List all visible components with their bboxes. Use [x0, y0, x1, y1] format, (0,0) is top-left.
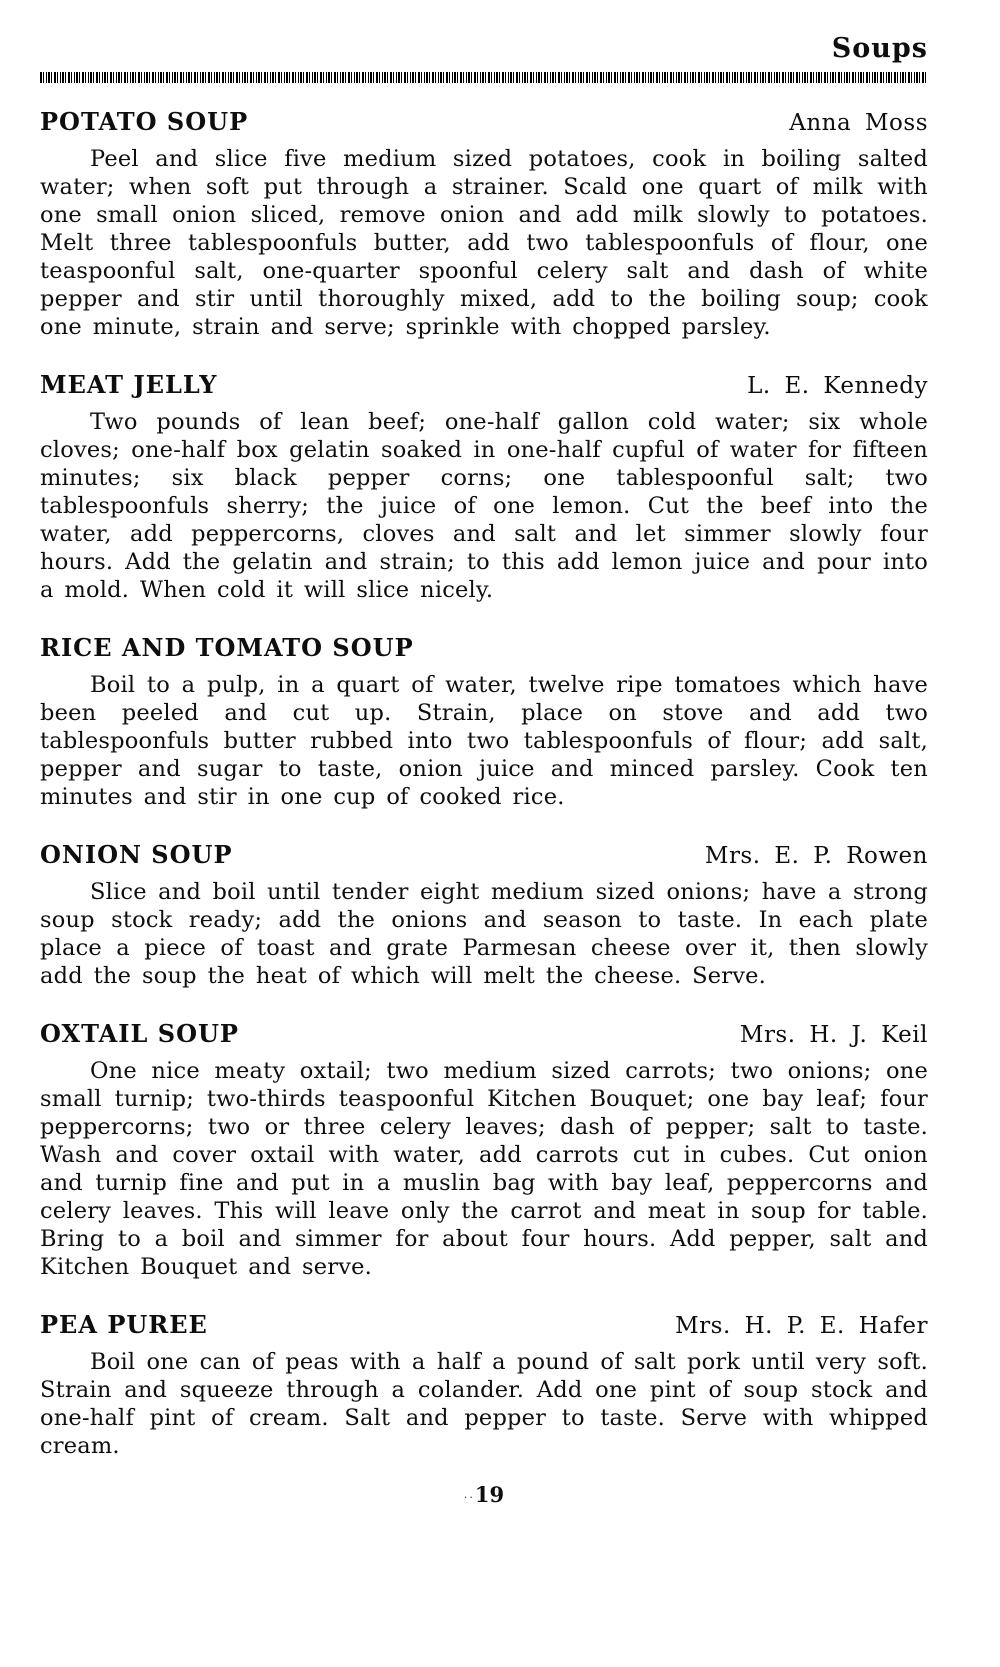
- recipe-title: ONION SOUP: [40, 839, 233, 869]
- recipe-heading-row: [40, 1310, 928, 1339]
- recipe-attribution: Anna Moss: [789, 109, 928, 136]
- recipe-title: POTATO SOUP: [40, 106, 249, 136]
- recipe-title: OXTAIL SOUP: [40, 1018, 239, 1048]
- recipe-body: One nice meaty oxtail; two medium sized carrots; two onions; one small turnip; two-thirds teaspoonful Kitchen Bouquet; one bay leaf; four peppercorns; two or three celery leaves; dash of pepper; salt to taste. Wash and cover oxtail with water, add carrots cut in cubes. Cut onion and turnip fine and put in a muslin bag with bay leaf, peppercorns and celery leaves. This will leave only the carrot and meat in soup for table. Bring to a boil and simmer for about four hours. Add pepper, salt and Kitchen Bouquet and serve.: [40, 1057, 928, 1280]
- scan-artifact-dots: ..: [463, 1487, 475, 1501]
- recipe-section-oxtail-soup: [40, 1019, 928, 1281]
- recipe-section-pea-puree: [40, 1310, 928, 1460]
- recipe-heading-row: [40, 107, 928, 136]
- decorative-rule: [40, 72, 928, 83]
- recipe-body: Two pounds of lean beef; one-half gallon cold water; six whole cloves; one-half box gelatin soaked in one-half cupful of water for fifteen minutes; six black pepper corns; one tablespoonful salt; two tablespoonfuls sherry; the juice of one lemon. Cut the beef into the water, add peppercorns, cloves and salt and let simmer slowly four hours. Add the gelatin and strain; to this add lemon juice and pour into a mold. When cold it will slice nicely.: [40, 408, 928, 603]
- recipe-section-potato-soup: [40, 107, 928, 341]
- running-head: Soups: [831, 33, 928, 64]
- recipe-title: MEAT JELLY: [40, 369, 218, 399]
- recipe-attribution: Mrs. E. P. Rowen: [704, 842, 928, 869]
- recipe-body: Slice and boil until tender eight medium sized onions; have a strong soup stock ready; add the onions and season to taste. In each plate place a piece of toast and grate Parmesan cheese over it, then slowly add the soup the heat of which will melt the cheese. Serve.: [40, 878, 928, 989]
- recipe-body: Peel and slice five medium sized potatoes, cook in boiling salted water; when soft put through a strainer. Scald one quart of milk with one small onion sliced, remove onion and add milk slowly to potatoes. Melt three tablespoonfuls butter, add two tablespoonfuls of flour, one teaspoonful salt, one-quarter spoonful celery salt and dash of white pepper and stir until thoroughly mixed, add to the boiling soup; cook one minute, strain and serve; sprinkle with chopped parsley.: [40, 145, 928, 340]
- page-number: 19: [474, 1481, 505, 1507]
- page-footer: [40, 1482, 928, 1507]
- recipe-heading-row: [40, 633, 928, 662]
- recipe-section-rice-and-tomato-soup: [40, 633, 928, 811]
- recipe-section-meat-jelly: [40, 370, 928, 604]
- recipe-attribution: Mrs. H. P. E. Hafer: [675, 1312, 928, 1339]
- recipe-body: Boil to a pulp, in a quart of water, twelve ripe tomatoes which have been peeled and cut up. Strain, place on stove and add two tablespoonfuls butter rubbed into two tablespoonfuls of flour; add salt, pepper and sugar to taste, onion juice and minced parsley. Cook ten minutes and stir in one cup of cooked rice.: [40, 671, 928, 810]
- recipe-heading-row: [40, 370, 928, 399]
- recipe-body: Boil one can of peas with a half a pound of salt pork until very soft. Strain and squeeze through a colander. Add one pint of soup stock and one-half pint of cream. Salt and pepper to taste. Serve with whipped cream.: [40, 1348, 928, 1459]
- recipe-heading-row: [40, 840, 928, 869]
- recipe-section-onion-soup: [40, 840, 928, 990]
- recipe-heading-row: [40, 1019, 928, 1048]
- recipe-title: PEA PUREE: [40, 1309, 208, 1339]
- recipe-title: RICE AND TOMATO SOUP: [40, 632, 414, 662]
- recipe-attribution: Mrs. H. J. Keil: [739, 1021, 928, 1048]
- recipe-attribution: L. E. Kennedy: [747, 372, 928, 399]
